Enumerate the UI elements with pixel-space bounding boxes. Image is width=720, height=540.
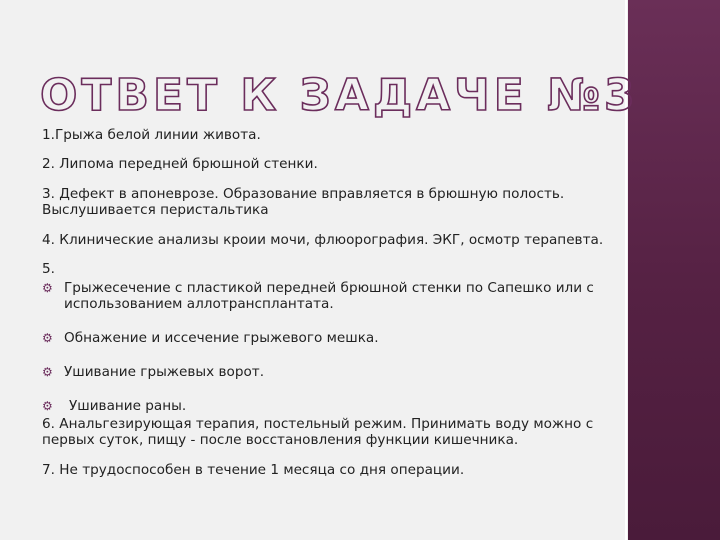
answer-item-4: 4. Клинические анализы кроии мочи, флюорография. ЭКГ, осмотр терапевта. — [42, 232, 604, 248]
bullet-text: Ушивание раны. — [69, 398, 187, 414]
bullet-item — [42, 398, 612, 414]
bullet-item — [42, 280, 612, 312]
answer-item-6: 6. Анальгезирующая терапия, постельный режим. Принимать воду можно с первых суток, пищу - после восстановления функции кишечника. — [42, 416, 594, 448]
answer-item-3: 3. Дефект в апоневрозе. Образование вправляется в брюшную полость. Выслушивается перистальтика — [42, 186, 565, 218]
bullet-item — [42, 330, 612, 346]
slide-title: ОТВЕТ К ЗАДАЧЕ №3 — [40, 70, 639, 121]
bullet-text: Обнажение и иссечение грыжевого мешка. — [64, 330, 379, 346]
answer-item-2: 2. Липома передней брюшной стенки. — [42, 156, 318, 172]
bullet-text: Ушивание грыжевых ворот. — [64, 364, 265, 380]
decorative-sidebar — [628, 0, 720, 540]
answer-content — [42, 127, 612, 478]
bullet-text: Грыжесечение с пластикой передней брюшной стенки по Сапешко или с использованием аллотрансплантата. — [64, 280, 594, 312]
answer-item-7: 7. Не трудоспособен в течение 1 месяца со дня операции. — [42, 462, 465, 478]
bullet-item — [42, 364, 612, 380]
gear-bullet-icon: ⚙ — [42, 399, 53, 413]
gear-bullet-icon: ⚙ — [42, 281, 53, 295]
answer-item-5-label: 5. — [42, 261, 55, 277]
answer-item-1: 1.Грыжа белой линии живота. — [42, 127, 261, 143]
gear-bullet-icon: ⚙ — [42, 331, 53, 345]
gear-bullet-icon: ⚙ — [42, 365, 53, 379]
